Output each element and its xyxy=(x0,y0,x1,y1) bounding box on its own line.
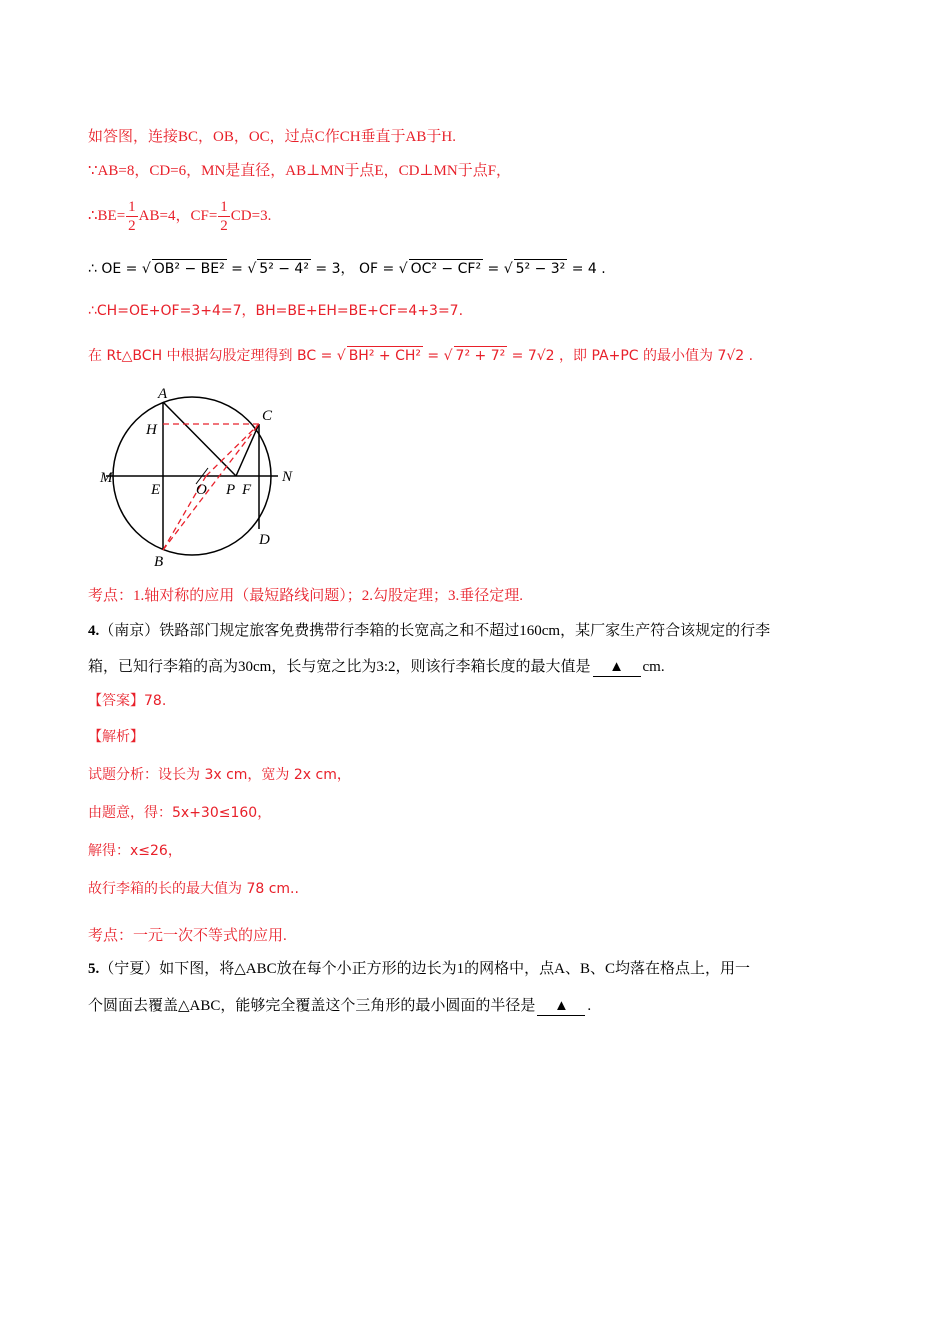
answer-blank: ▲ xyxy=(537,997,585,1016)
numerator: 1 xyxy=(220,199,228,215)
question-text: . xyxy=(587,998,592,1014)
label-f: F xyxy=(242,482,252,498)
radicand: OC² − CF² xyxy=(410,261,482,277)
text: = 3， OF = √ xyxy=(310,261,408,277)
text: = √ xyxy=(483,261,513,277)
solution-line-5: ∴CH=OE+OF=3+4=7，BH=BE+EH=BE+CF=4+3=7. xyxy=(88,303,464,319)
label-p: P xyxy=(226,482,236,498)
question-4-line-2 xyxy=(88,656,665,678)
label-c: C xyxy=(262,408,273,424)
text: 在 Rt△BCH 中根据勾股定理得到 BC = √ xyxy=(88,348,346,364)
question-text: （南京）铁路部门规定旅客免费携带行李箱的长宽高之和不超过160cm，某厂家生产符合该规定的行李 xyxy=(99,623,771,639)
text: AB=4，CF= xyxy=(138,207,218,224)
label-b: B xyxy=(154,554,164,570)
question-text: 箱，已知行李箱的高为30cm，长与宽之比为3:2，则该行李箱长度的最大值是 xyxy=(88,659,591,675)
radicand: OB² − BE² xyxy=(153,261,225,277)
segment-pa xyxy=(163,402,236,476)
label-d: D xyxy=(259,532,270,548)
text: = 7√2 ，即 PA+PC 的最小值为 7√2 . xyxy=(507,348,754,364)
text: CD=3. xyxy=(230,207,272,224)
question-number: 4. xyxy=(88,623,100,639)
question-5-line-2 xyxy=(88,995,591,1017)
radicand: BH² + CH² xyxy=(348,348,421,364)
fraction-half xyxy=(126,198,138,235)
denominator: 2 xyxy=(128,218,136,234)
label-m: M xyxy=(100,470,113,486)
analysis-step-2: 由题意，得：5x+30≤160， xyxy=(88,805,272,821)
label-o: O xyxy=(196,482,207,498)
radicand: 5² − 3² xyxy=(515,261,566,277)
kaodian-q4: 考点：一元一次不等式的应用. xyxy=(88,928,287,944)
label-e: E xyxy=(151,482,161,498)
question-4-line-1 xyxy=(88,620,770,642)
answer-q4: 【答案】78. xyxy=(88,693,167,709)
text: = 4 . xyxy=(567,261,606,277)
text: ∴BE= xyxy=(88,207,126,224)
answer-blank: ▲ xyxy=(593,658,641,677)
fraction-half xyxy=(218,198,230,235)
denominator: 2 xyxy=(220,218,228,234)
question-text: 个圆面去覆盖△ABC，能够完全覆盖这个三角形的最小圆面的半径是 xyxy=(88,998,536,1014)
question-text: （宁夏）如下图，将△ABC放在每个小正方形的边长为1的网格中，点A、B、C均落在格点上，用一 xyxy=(99,961,750,977)
question-number: 5. xyxy=(88,961,100,977)
analysis-step-4: 故行李箱的长的最大值为 78 cm.. xyxy=(88,881,299,897)
label-n: N xyxy=(282,469,293,485)
solution-line-3 xyxy=(88,198,271,235)
solution-line-4 xyxy=(88,258,606,280)
solution-line-6 xyxy=(88,345,753,367)
question-5-line-1 xyxy=(88,958,750,980)
kaodian-q3: 考点：1.轴对称的应用（最短路线问题）；2.勾股定理；3.垂径定理. xyxy=(88,588,524,604)
question-text: cm. xyxy=(642,659,665,675)
numerator: 1 xyxy=(128,199,136,215)
circle-diagram xyxy=(96,384,306,570)
text: ∴ OE = √ xyxy=(88,261,151,277)
label-h: H xyxy=(146,422,157,438)
solution-line-2: ∵AB=8，CD=6，MN是直径，AB⊥MN于点E，CD⊥MN于点F， xyxy=(88,163,512,179)
radicand: 7² + 7² xyxy=(455,348,506,364)
label-a: A xyxy=(158,386,168,402)
text: = √ xyxy=(422,348,453,364)
text: = √ xyxy=(226,261,257,277)
analysis-step-3: 解得：x≤26， xyxy=(88,843,182,859)
solution-line-1: 如答图，连接BC，OB，OC，过点C作CH垂直于AB于H. xyxy=(88,129,456,145)
segment-oc xyxy=(206,424,259,476)
jiexi-heading: 【解析】 xyxy=(88,729,144,745)
analysis-step-1: 试题分析：设长为 3x cm，宽为 2x cm， xyxy=(88,767,351,783)
radicand: 5² − 4² xyxy=(259,261,309,277)
